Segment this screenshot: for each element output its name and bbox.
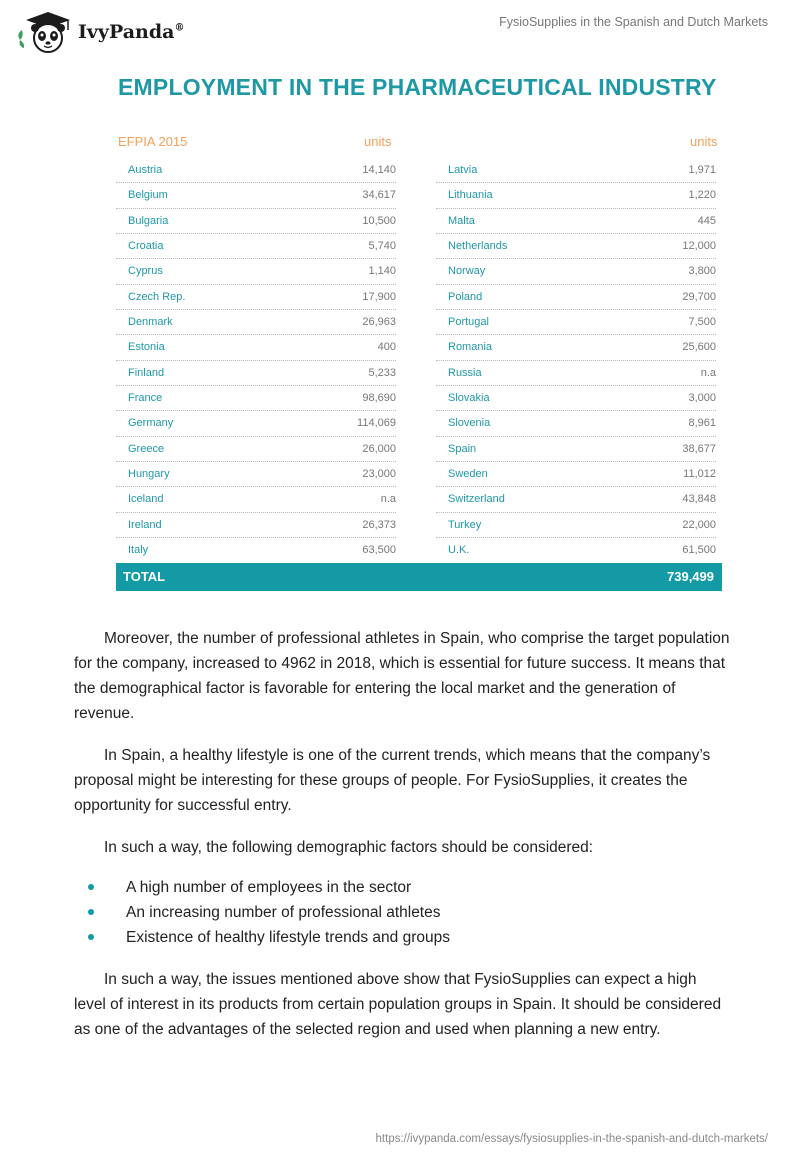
paragraph: In such a way, the following demographic factors should be considered: <box>104 839 594 856</box>
employment-value: 34,617 <box>362 189 396 202</box>
list-item-text: An increasing number of professional athletes <box>126 904 441 921</box>
country-name: Poland <box>448 290 483 303</box>
table-row <box>116 437 396 462</box>
country-name: Czech Rep. <box>128 290 186 303</box>
employment-value: 43,848 <box>682 493 716 506</box>
country-name: Turkey <box>448 518 482 531</box>
employment-value: 5,233 <box>368 366 396 379</box>
employment-value: 17,900 <box>362 290 396 303</box>
table-row <box>436 259 716 284</box>
country-name: Greece <box>128 442 165 455</box>
employment-value: 26,000 <box>362 442 396 455</box>
total-value: 739,499 <box>667 569 714 584</box>
employment-value: 29,700 <box>682 290 716 303</box>
country-name: Switzerland <box>448 493 505 506</box>
table-column-right <box>436 158 716 564</box>
employment-value: 61,500 <box>682 544 716 557</box>
employment-value: 23,000 <box>362 468 396 481</box>
country-name: Netherlands <box>448 240 508 253</box>
page-header <box>0 0 800 64</box>
table-row <box>116 361 396 386</box>
table-row <box>116 487 396 512</box>
table-row <box>116 183 396 208</box>
table-row <box>436 310 716 335</box>
list-item <box>74 925 730 950</box>
figure-title: EMPLOYMENT IN THE PHARMACEUTICAL INDUSTRY <box>118 74 717 100</box>
employment-value: 1,971 <box>688 164 716 176</box>
table-row <box>436 487 716 512</box>
country-name: Germany <box>128 417 174 430</box>
table-row <box>436 361 716 386</box>
country-name: Belgium <box>128 189 168 202</box>
country-name: Denmark <box>128 316 173 329</box>
country-name: Bulgaria <box>128 214 169 227</box>
country-name: U.K. <box>448 544 470 557</box>
total-label: TOTAL <box>123 569 166 584</box>
table-row <box>116 285 396 310</box>
source-url-link[interactable]: https://ivypanda.com/essays/fysiosupplies-in-the-spanish-and-dutch-markets/ <box>375 1133 768 1145</box>
units-header-left: units <box>364 134 392 149</box>
employment-value: 445 <box>697 214 716 227</box>
employment-value: 3,000 <box>688 392 716 405</box>
paragraph: Moreover, the number of professional athletes in Spain, who comprise the target population for the company, increased to 4962 in 2018, which is essential for future success. It means that the demographical factor is favorable for entering the local market and the generation of revenue. <box>74 630 730 722</box>
employment-value: 38,677 <box>682 442 716 455</box>
paragraph: In such a way, the issues mentioned above show that FysioSupplies can expect a high level of interest in its products from certain population groups in Spain. It should be considered as one of the advantages of the selected region and used when planning a new entry. <box>74 971 722 1038</box>
country-name: Latvia <box>448 164 478 176</box>
bullet-icon <box>88 934 94 940</box>
country-name: Ireland <box>128 518 162 531</box>
ivypanda-logo[interactable] <box>16 10 184 54</box>
table-row <box>436 158 716 183</box>
employment-value: 14,140 <box>362 164 396 176</box>
employment-value: 3,800 <box>688 265 716 278</box>
panda-graduate-icon <box>16 10 74 54</box>
table-row <box>436 183 716 208</box>
brand-name: IvyPanda® <box>78 21 185 43</box>
bullet-icon <box>88 909 94 915</box>
demographic-factors-list <box>74 875 730 950</box>
employment-value: n.a <box>380 493 396 506</box>
country-name: France <box>128 392 163 405</box>
country-name: Finland <box>128 366 165 379</box>
table-row <box>436 234 716 259</box>
country-name: Italy <box>128 544 149 557</box>
country-name: Portugal <box>448 316 489 329</box>
table-row <box>116 462 396 487</box>
table-row <box>436 513 716 538</box>
employment-value: 8,961 <box>688 417 716 430</box>
country-name: Sweden <box>448 468 488 481</box>
table-row <box>436 437 716 462</box>
list-item <box>74 875 730 900</box>
employment-value: 98,690 <box>362 392 396 405</box>
table-row <box>436 462 716 487</box>
country-name: Slovakia <box>448 392 490 405</box>
employment-value: 12,000 <box>682 240 716 253</box>
table-row <box>116 209 396 234</box>
employment-value: 11,012 <box>683 468 716 481</box>
employment-value: n.a <box>700 366 716 379</box>
country-name: Estonia <box>128 341 165 354</box>
employment-value: 5,740 <box>368 240 396 253</box>
employment-value: 1,220 <box>688 189 716 202</box>
table-row <box>436 285 716 310</box>
list-item-text: Existence of healthy lifestyle trends and groups <box>126 929 450 946</box>
country-name: Cyprus <box>128 265 163 278</box>
table-row <box>116 335 396 360</box>
employment-value: 63,500 <box>362 544 396 557</box>
bullet-icon <box>88 884 94 890</box>
employment-value: 25,600 <box>682 341 716 354</box>
employment-table-figure <box>116 70 726 590</box>
country-name: Romania <box>448 341 493 354</box>
table-row <box>436 386 716 411</box>
employment-value: 26,963 <box>362 316 396 329</box>
country-name: Spain <box>448 442 477 455</box>
list-item <box>74 900 730 925</box>
list-item-text: A high number of employees in the sector <box>126 879 412 896</box>
table-row <box>436 538 716 563</box>
table-row <box>116 259 396 284</box>
table-row <box>116 513 396 538</box>
country-name: Norway <box>448 265 486 278</box>
employment-value: 22,000 <box>682 518 716 531</box>
table-row <box>116 386 396 411</box>
employment-value: 10,500 <box>362 214 396 227</box>
country-name: Slovenia <box>448 417 491 430</box>
source-label: EFPIA 2015 <box>118 134 188 149</box>
table-row <box>116 411 396 436</box>
table-row <box>436 411 716 436</box>
country-name: Russia <box>448 366 482 379</box>
country-name: Austria <box>128 164 163 176</box>
table-row <box>116 538 396 563</box>
table-column-left <box>116 158 396 564</box>
employment-value: 26,373 <box>362 518 396 531</box>
total-row <box>116 563 722 591</box>
employment-value: 7,500 <box>688 316 716 329</box>
table-row <box>116 234 396 259</box>
article-body <box>74 626 730 1059</box>
country-name: Lithuania <box>448 189 493 202</box>
table-row <box>436 209 716 234</box>
employment-value: 1,140 <box>368 265 396 278</box>
table-row <box>436 335 716 360</box>
employment-value: 400 <box>377 341 396 354</box>
document-title: FysioSupplies in the Spanish and Dutch Markets <box>499 15 768 29</box>
country-name: Hungary <box>128 468 170 481</box>
country-name: Malta <box>448 214 475 227</box>
employment-value: 114,069 <box>357 417 396 430</box>
table-row <box>116 310 396 335</box>
country-name: Croatia <box>128 240 164 253</box>
country-name: Iceland <box>128 493 164 506</box>
table-row <box>116 158 396 183</box>
paragraph: In Spain, a healthy lifestyle is one of the current trends, which means that the company’s proposal might be interesting for these groups of people. For FysioSupplies, it creates the opportunity for successful entry. <box>74 747 711 814</box>
units-header-right: units <box>690 134 718 149</box>
